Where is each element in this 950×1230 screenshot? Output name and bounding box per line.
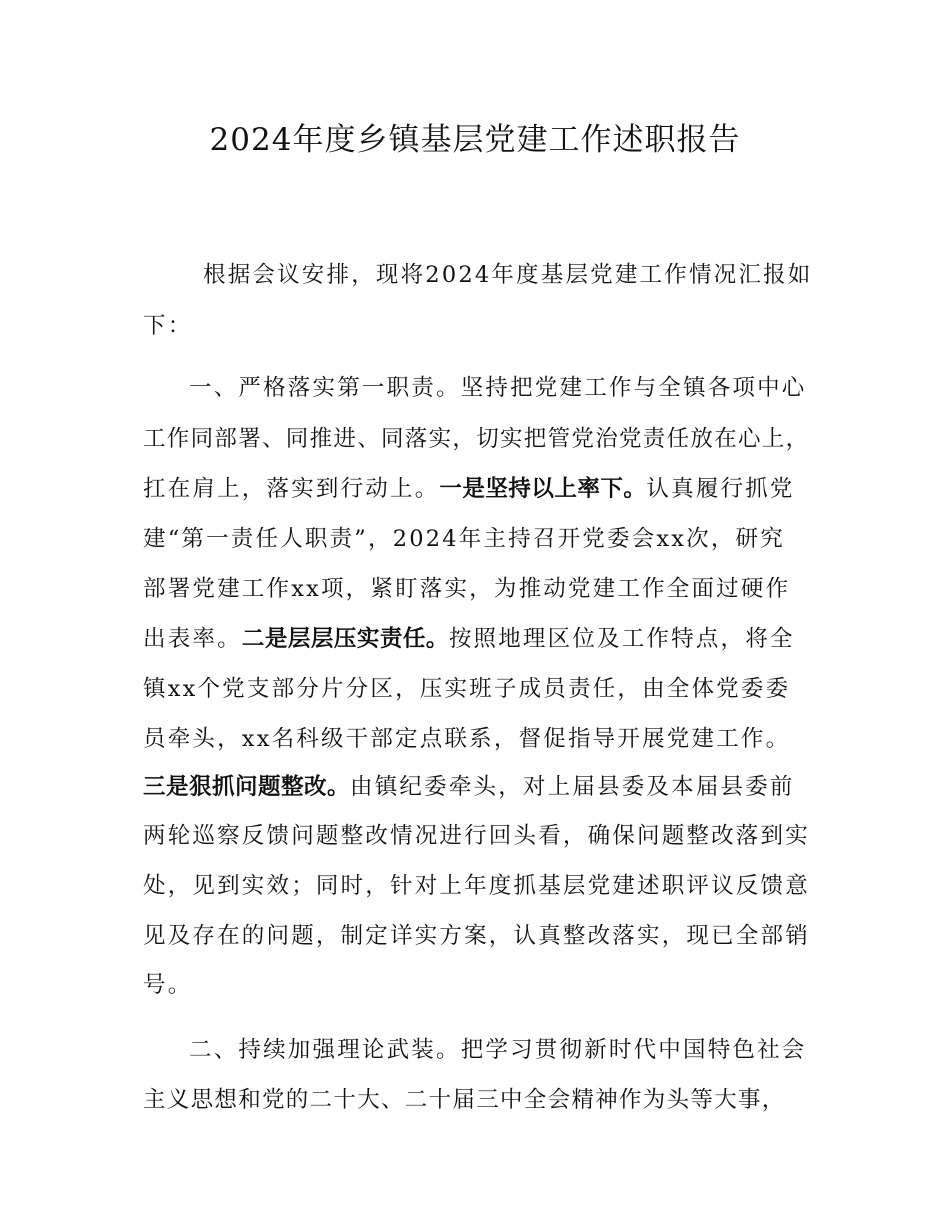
- paragraph-2-line-13: 号。: [143, 972, 193, 998]
- paragraph-2-line-6-text-c: 按照地理区位及工作特点，将全: [448, 626, 795, 652]
- paragraph-2-line-6: [143, 623, 795, 655]
- paragraph-1-line-2: 下：: [143, 313, 193, 339]
- paragraph-2-line-4: 建“第一责任人职责”，2024年主持召开党委会xx次，研究: [143, 526, 785, 552]
- paragraph-2-line-7: 镇xx个党支部分片分区，压实班子成员责任，由全体党委委: [143, 676, 791, 702]
- paragraph-2-line-3: [143, 473, 795, 505]
- document-title: 2024年度乡镇基层党建工作述职报告: [209, 122, 741, 158]
- paragraph-2-line-3-text-c: 认真履行抓党: [646, 476, 795, 502]
- paragraph-2-line-8: 员牵头，xx名科级干部定点联系，督促指导开展党建工作。: [143, 726, 791, 752]
- paragraph-2-line-3-text-a: 扛在肩上，落实到行动上。: [143, 476, 440, 502]
- paragraph-1-line-1: 根据会议安排，现将2024年度基层党建工作情况汇报如: [203, 262, 813, 288]
- paragraph-3-line-1: 二、持续加强理论武装。把学习贯彻新时代中国特色社会: [189, 1037, 807, 1063]
- paragraph-2-line-1: 一、严格落实第一职责。坚持把党建工作与全镇各项中心: [189, 375, 807, 401]
- emphasis-point-three: 三是狠抓问题整改。: [143, 774, 351, 800]
- paragraph-3-line-2: 主义思想和党的二十大、二十届三中全会精神作为头等大事，: [143, 1087, 786, 1113]
- emphasis-point-one: 一是坚持以上率下。: [439, 476, 647, 502]
- emphasis-point-two: 二是层层压实责任。: [241, 626, 449, 652]
- paragraph-2-line-12: 见及存在的问题，制定详实方案，认真整改落实，现已全部销: [143, 923, 810, 949]
- paragraph-2-line-6-text-a: 出表率。: [143, 626, 242, 652]
- paragraph-2-line-5: 部署党建工作xx项，紧盯落实，为推动党建工作全面过硬作: [143, 576, 791, 602]
- paragraph-2-line-2: 工作同部署、同推进、同落实，切实把管党治党责任放在心上，: [143, 426, 810, 452]
- paragraph-2-line-9-text-b: 由镇纪委牵头，对上届县委及本届县委前: [350, 774, 795, 800]
- paragraph-2-line-10: 两轮巡察反馈问题整改情况进行回头看，确保问题整改落到实: [143, 823, 810, 849]
- paragraph-2-line-11: 处，见到实效；同时，针对上年度抓基层党建述职评议反馈意: [143, 873, 810, 899]
- paragraph-2-line-9: [143, 771, 795, 803]
